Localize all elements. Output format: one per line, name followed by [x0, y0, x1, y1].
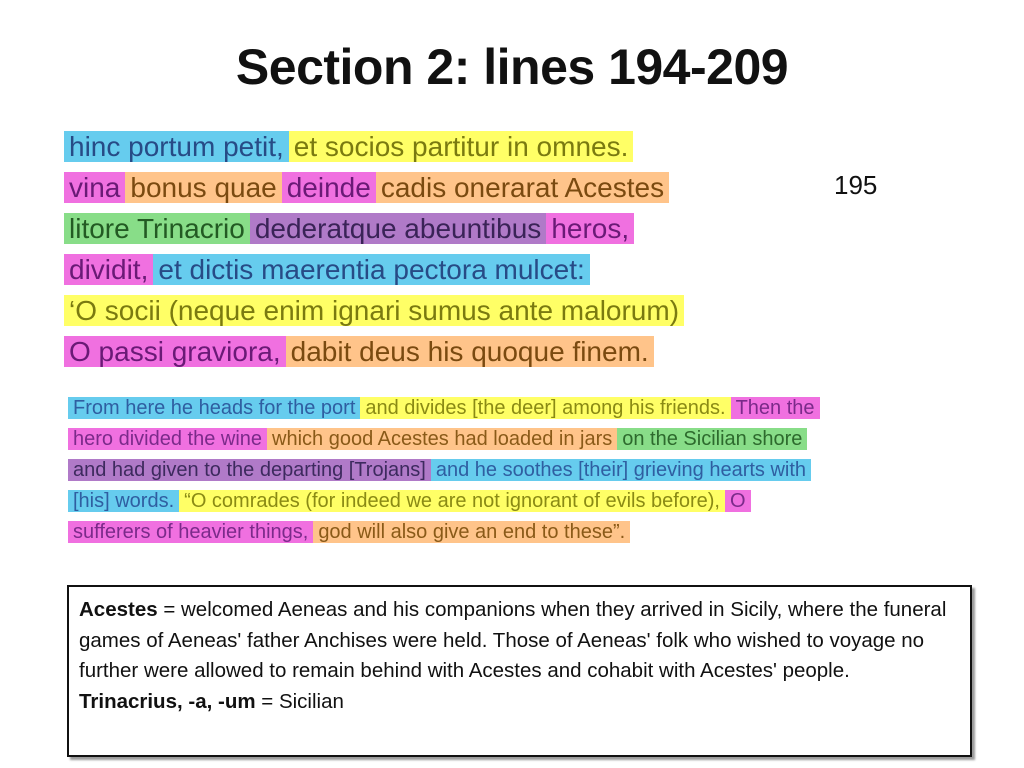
latin-phrase: vina [64, 172, 125, 203]
latin-phrase: deinde [282, 172, 376, 203]
translation-phrase: on the Sicilian shore [617, 428, 807, 450]
latin-phrase: O passi graviora, [64, 336, 286, 367]
vocabulary-box [67, 585, 972, 757]
vocab-definition-trinacrius: = Sicilian [255, 689, 344, 713]
latin-line [64, 249, 764, 290]
translation-phrase: [his] words. [68, 490, 179, 512]
latin-phrase: hinc portum petit, [64, 131, 289, 162]
latin-passage [64, 126, 764, 372]
translation-phrase: From here he heads for the port [68, 397, 360, 419]
latin-line [64, 208, 764, 249]
translation-line [68, 517, 968, 548]
latin-phrase: ‘O socii (neque enim ignari sumus ante malorum) [64, 295, 684, 326]
translation-phrase: “O comrades (for indeed we are not ignorant of evils before), [179, 490, 725, 512]
latin-phrase: dabit deus his quoque finem. [286, 336, 654, 367]
latin-phrase: et socios partitur in omnes. [289, 131, 634, 162]
vocab-definition-acestes: = welcomed Aeneas and his companions when they arrived in Sicily, where the funeral games of Aeneas' father Anchises were held. Those of Aeneas' folk who wished to voyage no further were allowed to remain behind with Acestes and cohabit with Acestes' people. [79, 598, 947, 682]
translation-line [68, 455, 968, 486]
latin-phrase: heros, [546, 213, 634, 244]
latin-line [64, 290, 764, 331]
translation-line [68, 424, 968, 455]
latin-phrase: dederatque abeuntibus [250, 213, 546, 244]
vocab-term-trinacrius: Trinacrius, -a, -um [79, 689, 256, 713]
latin-phrase: cadis onerarat Acestes [376, 172, 669, 203]
translation-phrase: which good Acestes had loaded in jars [267, 428, 617, 450]
translation-phrase: and he soothes [their] grieving hearts with [431, 459, 811, 481]
line-number: 195 [834, 170, 878, 200]
latin-line [64, 167, 764, 208]
translation-passage [68, 393, 968, 548]
latin-phrase: litore Trinacrio [64, 213, 250, 244]
translation-phrase: god will also give an end to these”. [313, 521, 630, 543]
translation-phrase: sufferers of heavier things, [68, 521, 313, 543]
slide-title: Section 2: lines 194-209 [235, 39, 789, 95]
translation-phrase: and divides [the deer] among his friends. [360, 397, 730, 419]
latin-phrase: bonus quae [125, 172, 281, 203]
latin-line [64, 331, 764, 372]
translation-phrase: and had given to the departing [Trojans] [68, 459, 431, 481]
translation-line [68, 393, 968, 424]
translation-phrase: Then the [731, 397, 820, 419]
translation-phrase: hero divided the wine [68, 428, 267, 450]
translation-phrase: O [725, 490, 751, 512]
latin-phrase: et dictis maerentia pectora mulcet: [153, 254, 589, 285]
latin-phrase: dividit, [64, 254, 153, 285]
vocab-term-acestes: Acestes [79, 598, 158, 621]
translation-line [68, 486, 968, 517]
latin-line [64, 126, 764, 167]
